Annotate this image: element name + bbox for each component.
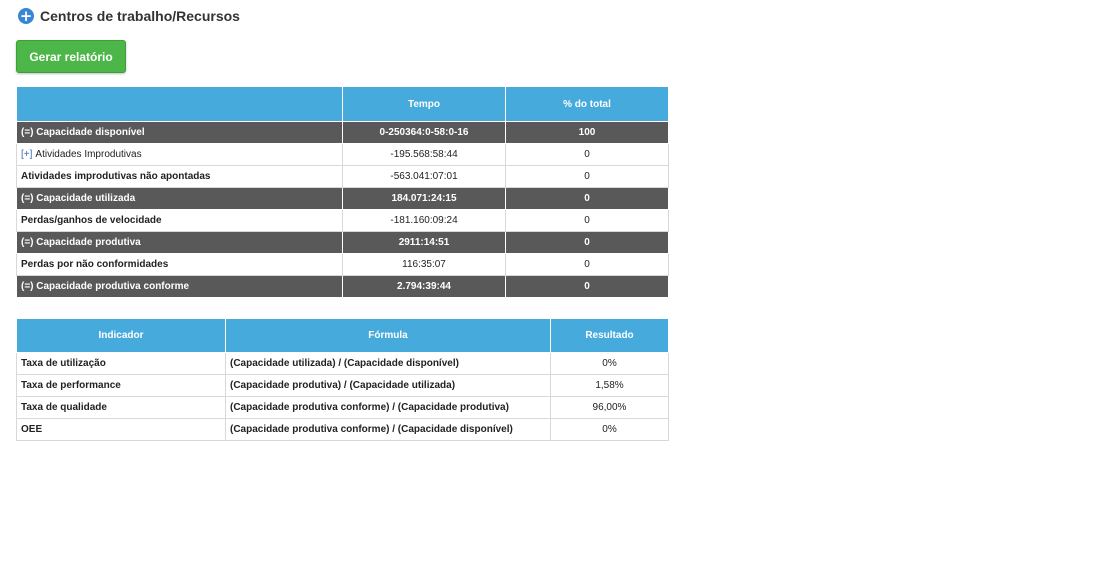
row-pct: 0 bbox=[506, 166, 669, 188]
row-label: Atividades Improdutivas bbox=[35, 149, 142, 160]
indicator-formula: (Capacidade utilizada) / (Capacidade disponível) bbox=[226, 353, 551, 375]
table-row bbox=[17, 188, 669, 210]
table-row bbox=[17, 232, 669, 254]
row-label: Atividades improdutivas não apontadas bbox=[17, 166, 343, 188]
indicator-table bbox=[16, 318, 669, 441]
indicator-header-resultado: Resultado bbox=[551, 319, 669, 353]
row-label: (=) Capacidade disponível bbox=[17, 122, 343, 144]
row-label: (=) Capacidade produtiva conforme bbox=[17, 276, 343, 298]
capacity-header-pct: % do total bbox=[506, 87, 669, 122]
section-header bbox=[18, 6, 240, 26]
indicator-name: Taxa de utilização bbox=[17, 353, 226, 375]
indicator-header-indicador: Indicador bbox=[17, 319, 226, 353]
row-pct: 0 bbox=[506, 210, 669, 232]
row-tempo: -563.041:07:01 bbox=[343, 166, 506, 188]
table-row bbox=[17, 397, 669, 419]
row-pct: 0 bbox=[506, 144, 669, 166]
row-label: (=) Capacidade produtiva bbox=[17, 232, 343, 254]
table-row bbox=[17, 375, 669, 397]
row-label: Perdas/ganhos de velocidade bbox=[17, 210, 343, 232]
plus-circle-icon[interactable]: + bbox=[19, 7, 33, 25]
section-title: Centros de trabalho/Recursos bbox=[40, 8, 240, 24]
indicator-formula: (Capacidade produtiva) / (Capacidade utilizada) bbox=[226, 375, 551, 397]
table-row bbox=[17, 353, 669, 375]
row-label-cell bbox=[17, 144, 343, 166]
table-row bbox=[17, 122, 669, 144]
row-pct: 0 bbox=[506, 232, 669, 254]
indicator-result: 96,00% bbox=[551, 397, 669, 419]
row-pct: 0 bbox=[506, 188, 669, 210]
row-tempo: 2911:14:51 bbox=[343, 232, 506, 254]
row-tempo: -195.568:58:44 bbox=[343, 144, 506, 166]
expand-toggle[interactable]: [+] bbox=[21, 149, 33, 160]
row-tempo: 116:35:07 bbox=[343, 254, 506, 276]
capacity-header-label bbox=[17, 87, 343, 122]
row-pct: 0 bbox=[506, 254, 669, 276]
indicator-name: OEE bbox=[17, 419, 226, 441]
indicator-result: 0% bbox=[551, 353, 669, 375]
table-row bbox=[17, 254, 669, 276]
indicator-header-formula: Fórmula bbox=[226, 319, 551, 353]
indicator-name: Taxa de qualidade bbox=[17, 397, 226, 419]
row-label: (=) Capacidade utilizada bbox=[17, 188, 343, 210]
row-tempo: 0-250364:0-58:0-16 bbox=[343, 122, 506, 144]
capacity-header-tempo: Tempo bbox=[343, 87, 506, 122]
indicator-name: Taxa de performance bbox=[17, 375, 226, 397]
row-pct: 100 bbox=[506, 122, 669, 144]
indicator-result: 1,58% bbox=[551, 375, 669, 397]
table-row bbox=[17, 210, 669, 232]
row-tempo: -181.160:09:24 bbox=[343, 210, 506, 232]
table-row bbox=[17, 144, 669, 166]
table-row bbox=[17, 419, 669, 441]
table-row bbox=[17, 276, 669, 298]
indicator-result: 0% bbox=[551, 419, 669, 441]
indicator-formula: (Capacidade produtiva conforme) / (Capacidade produtiva) bbox=[226, 397, 551, 419]
table-row bbox=[17, 166, 669, 188]
row-label: Perdas por não conformidades bbox=[17, 254, 343, 276]
capacity-header-row bbox=[17, 87, 669, 122]
indicator-header-row bbox=[17, 319, 669, 353]
generate-report-button[interactable]: Gerar relatório bbox=[16, 40, 126, 73]
row-pct: 0 bbox=[506, 276, 669, 298]
indicator-formula: (Capacidade produtiva conforme) / (Capacidade disponível) bbox=[226, 419, 551, 441]
capacity-table bbox=[16, 86, 669, 298]
row-tempo: 184.071:24:15 bbox=[343, 188, 506, 210]
row-tempo: 2.794:39:44 bbox=[343, 276, 506, 298]
